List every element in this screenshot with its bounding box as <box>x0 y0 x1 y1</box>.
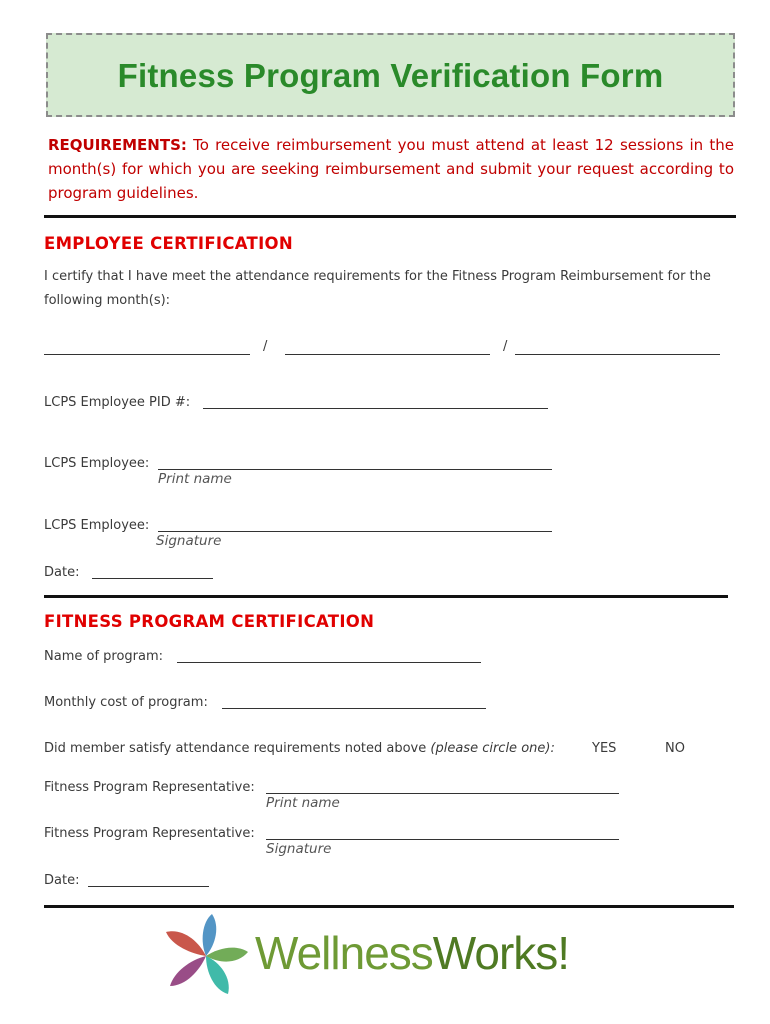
employee-name-label: LCPS Employee: <box>44 456 150 471</box>
month-field-3[interactable] <box>515 354 720 355</box>
monthly-cost-label: Monthly cost of program: <box>44 695 208 710</box>
program-date-label: Date: <box>44 873 80 888</box>
attendance-question <box>44 741 555 756</box>
month-field-2[interactable] <box>285 354 490 355</box>
program-certification-heading: FITNESS PROGRAM CERTIFICATION <box>44 612 375 631</box>
employee-pid-field[interactable] <box>203 408 548 409</box>
wellness-works-flower-icon <box>160 910 252 1002</box>
employee-certification-heading: EMPLOYEE CERTIFICATION <box>44 234 293 253</box>
section-divider <box>44 905 734 908</box>
yes-option[interactable]: YES <box>592 741 617 756</box>
employee-signature-label: LCPS Employee: <box>44 518 150 533</box>
month-separator-2: / <box>503 339 508 354</box>
circle-one-hint: (please circle one): <box>430 741 555 756</box>
rep-name-field[interactable] <box>266 793 619 794</box>
wellness-works-logo-text <box>255 926 569 980</box>
rep-print-name-hint: Print name <box>266 795 340 811</box>
rep-signature-label: Fitness Program Representative: <box>44 826 255 841</box>
section-divider <box>44 595 728 598</box>
form-title: Fitness Program Verification Form <box>117 57 664 94</box>
employee-signature-field[interactable] <box>158 531 552 532</box>
employee-name-field[interactable] <box>158 469 552 470</box>
employee-date-label: Date: <box>44 565 80 580</box>
no-option[interactable]: NO <box>665 741 685 756</box>
logo-word-works: Works! <box>432 927 570 979</box>
month-separator-1: / <box>263 339 268 354</box>
attendance-question-text: Did member satisfy attendance requirements noted above <box>44 741 427 756</box>
requirements-paragraph <box>48 133 734 205</box>
monthly-cost-field[interactable] <box>222 708 486 709</box>
program-name-field[interactable] <box>177 662 481 663</box>
rep-signature-field[interactable] <box>266 839 619 840</box>
employee-print-name-hint: Print name <box>158 471 232 487</box>
program-date-field[interactable] <box>88 886 209 887</box>
title-box <box>46 33 735 117</box>
certify-text: I certify that I have meet the attendance requirements for the Fitness Program Reimbursement for the following month(s): <box>44 269 711 308</box>
employee-signature-hint: Signature <box>156 533 222 549</box>
month-field-1[interactable] <box>44 354 250 355</box>
employee-pid-label: LCPS Employee PID #: <box>44 395 191 410</box>
requirements-text: To receive reimbursement you must attend at least 12 sessions in the month(s) for which you are seeking reimbursement and submit your request according to program guidelines. <box>48 136 734 202</box>
requirements-label: REQUIREMENTS: <box>48 136 187 154</box>
program-name-label: Name of program: <box>44 649 164 664</box>
rep-signature-hint: Signature <box>266 841 332 857</box>
rep-name-label: Fitness Program Representative: <box>44 780 255 795</box>
employee-date-field[interactable] <box>92 578 213 579</box>
logo-word-wellness: Wellness <box>255 927 433 979</box>
section-divider <box>44 215 736 218</box>
